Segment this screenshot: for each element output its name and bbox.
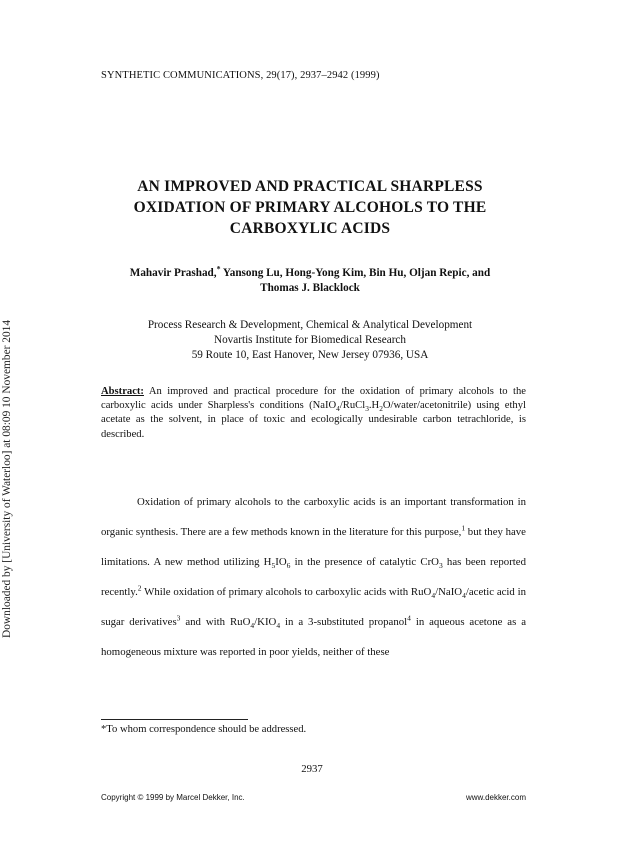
body-paragraph	[101, 487, 526, 667]
body-text: /KIO	[254, 616, 277, 628]
correspondence-mark: *	[216, 264, 221, 274]
footnote: *To whom correspondence should be addressed.	[101, 724, 307, 735]
author-list	[60, 266, 560, 296]
author-name: Mahavir Prashad,	[129, 267, 217, 279]
body-text: in aqueous acetone as a homogeneous mixture was reported in poor yields, neither of these	[101, 616, 526, 658]
abstract-heading: Abstract:	[101, 386, 144, 397]
download-watermark: Downloaded by [University of Waterloo] at 08:09 10 November 2014	[1, 319, 13, 638]
body-text: While oxidation of primary alcohols to carboxylic acids with RuO	[141, 586, 432, 598]
subscript: 5	[271, 561, 276, 571]
journal-citation: SYNTHETIC COMMUNICATIONS, 29(17), 2937–2942 (1999)	[101, 70, 380, 81]
subscript: 2	[379, 404, 383, 414]
subscript: 4	[250, 621, 255, 631]
abstract	[101, 385, 526, 442]
body-text: IO	[275, 556, 287, 568]
affiliation-line: Novartis Institute for Biomedical Research	[214, 334, 406, 346]
affiliation	[60, 318, 560, 363]
body-text: in a 3-substituted propanol	[280, 616, 408, 628]
abstract-text: /RuCl	[339, 400, 366, 412]
affiliation-line: 59 Route 10, East Hanover, New Jersey 07936, USA	[191, 349, 429, 361]
title-line: AN IMPROVED AND PRACTICAL SHARPLESS	[137, 178, 483, 195]
subscript: 4	[336, 404, 340, 414]
page-number: 2937	[301, 763, 323, 775]
subscript: 4	[276, 621, 281, 631]
subscript: 4	[462, 591, 466, 601]
reference-mark: 4	[407, 613, 411, 623]
author-names: Yansong Lu, Hong-Yong Kim, Bin Hu, Oljan Repic, and	[220, 267, 491, 279]
publisher-website: www.dekker.com	[465, 793, 526, 802]
body-text: but they have limitations. A new method utilizing H	[101, 526, 526, 568]
body-text: in the presence of catalytic CrO	[290, 556, 439, 568]
subscript: 4	[431, 591, 436, 601]
subscript: 3	[365, 404, 369, 414]
author-names: Thomas J. Blacklock	[260, 282, 360, 294]
reference-mark: 3	[176, 613, 181, 623]
reference-mark: 1	[461, 523, 466, 533]
abstract-text: .H	[368, 400, 380, 412]
reference-mark: 2	[137, 583, 142, 593]
footnote-divider	[101, 719, 248, 720]
paper-title	[60, 176, 560, 239]
affiliation-line: Process Research & Development, Chemical & Analytical Development	[147, 319, 473, 331]
subscript: 6	[286, 561, 291, 571]
body-text: and with RuO	[180, 616, 251, 628]
title-line: OXIDATION OF PRIMARY ALCOHOLS TO THE	[133, 199, 487, 216]
title-line: CARBOXYLIC ACIDS	[229, 220, 391, 237]
abstract-text: An improved and practical procedure for the oxidation of primary alcohols to the carboxylic acids under Sharpless's conditions (NaIO	[101, 386, 526, 412]
subscript: 3	[438, 561, 443, 571]
body-text: Oxidation of primary alcohols to the carboxylic acids is an important transformation in organic synthesis. There are a few methods known in the literature for this purpose,	[101, 496, 526, 538]
abstract-text: O/water/acetonitrile) using ethyl acetate as the solvent, in place of toxic and ecologically undesirable carbon tetrachloride, is described.	[101, 400, 526, 440]
body-text: /NaIO	[435, 586, 463, 598]
body-text: /acetic acid in sugar derivatives	[101, 586, 527, 628]
body-text: has been reported recently.	[101, 556, 526, 598]
copyright-notice: Copyright © 1999 by Marcel Dekker, Inc.	[101, 793, 245, 802]
